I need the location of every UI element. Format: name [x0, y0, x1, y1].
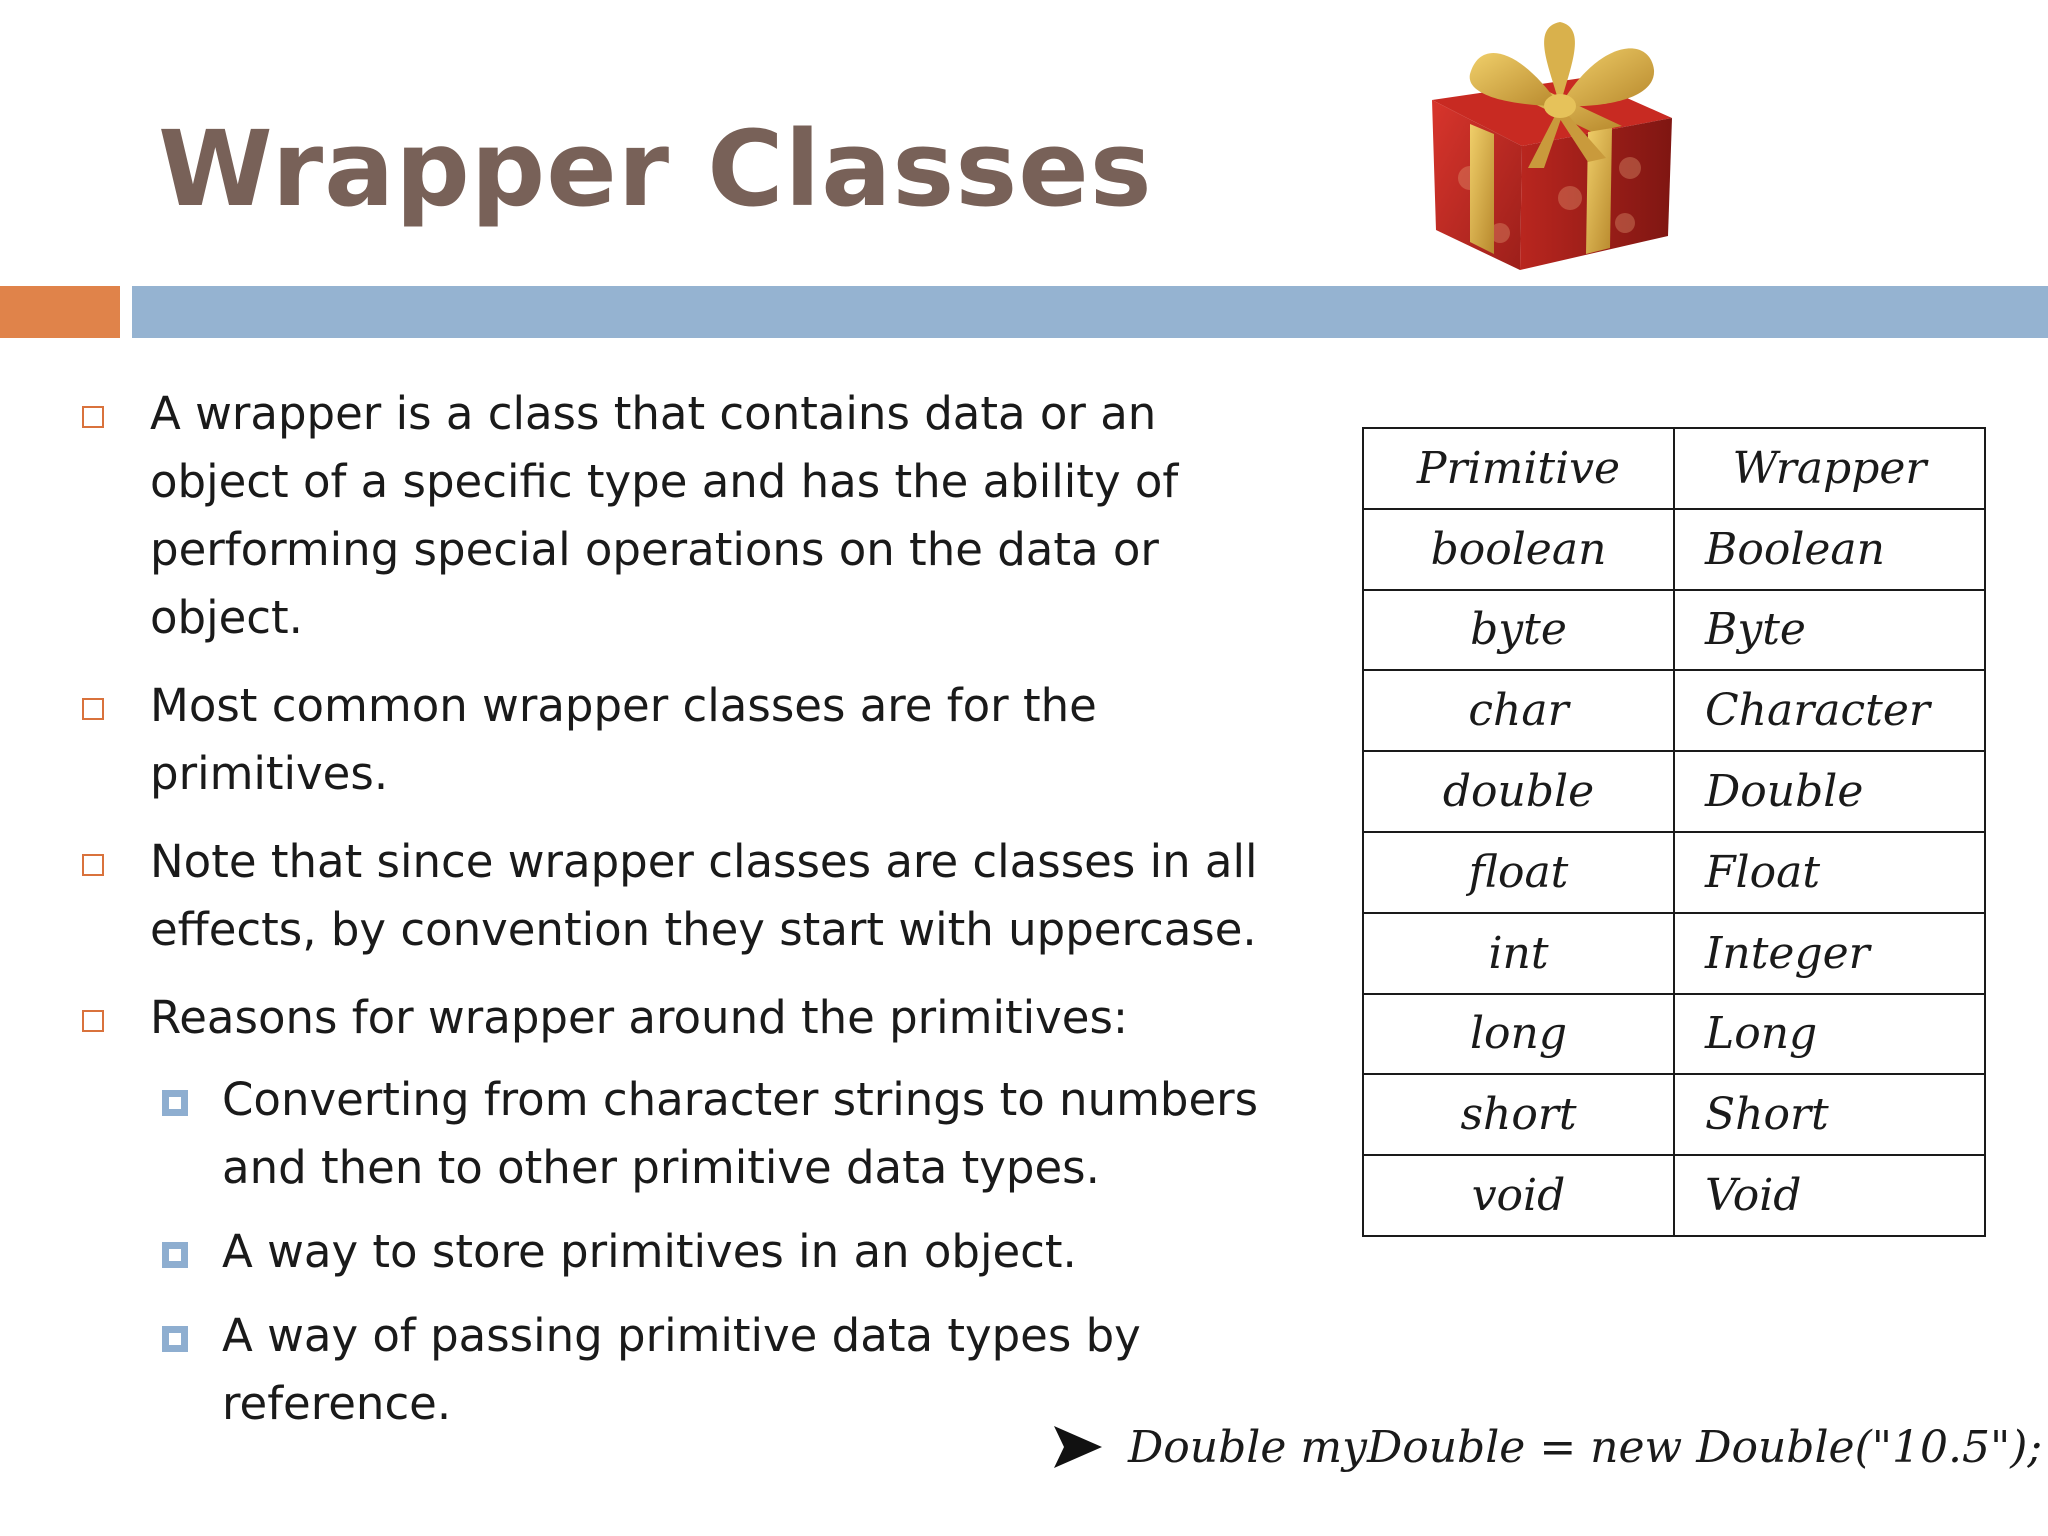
slide-title: Wrapper Classes	[158, 108, 1153, 230]
table-cell: double	[1363, 751, 1674, 832]
table-cell: Short	[1674, 1074, 1985, 1155]
arrow-pointer-icon	[1052, 1424, 1104, 1470]
sub-bullet-item	[72, 1218, 1272, 1286]
table-cell: char	[1363, 670, 1674, 751]
table-cell: Float	[1674, 832, 1985, 913]
filled-square-bullet-icon	[162, 1090, 188, 1116]
table-row	[1363, 1074, 1985, 1155]
bullet-text: Most common wrapper classes are for the primitives.	[150, 679, 1097, 800]
table-header-cell: Wrapper	[1674, 428, 1985, 509]
accent-bar-orange	[0, 286, 120, 338]
table-row	[1363, 509, 1985, 590]
filled-square-bullet-icon	[162, 1326, 188, 1352]
square-bullet-icon	[82, 698, 104, 720]
table-row	[1363, 994, 1985, 1075]
sub-bullet-text: Converting from character strings to numbers and then to other primitive data types.	[222, 1073, 1259, 1194]
sub-bullet-item	[72, 1066, 1272, 1202]
table-cell: Byte	[1674, 590, 1985, 671]
bullet-item	[72, 984, 1272, 1052]
sub-bullet-item	[72, 1302, 1272, 1438]
table-cell: void	[1363, 1155, 1674, 1236]
bullet-text: Note that since wrapper classes are classes in all effects, by convention they start with uppercase.	[150, 835, 1258, 956]
code-example: Double myDouble = new Double("10.5");	[1128, 1422, 2043, 1473]
bullet-text: A wrapper is a class that contains data or an object of a specific type and has the ability of performing special operations on the data or object.	[150, 387, 1179, 644]
table-cell: long	[1363, 994, 1674, 1075]
bullet-item	[72, 380, 1272, 652]
square-bullet-icon	[82, 1010, 104, 1032]
bullet-list	[72, 380, 1272, 1454]
table-cell: Long	[1674, 994, 1985, 1075]
sub-bullet-text: A way of passing primitive data types by reference.	[222, 1309, 1141, 1430]
filled-square-bullet-icon	[162, 1242, 188, 1268]
table-cell: short	[1363, 1074, 1674, 1155]
table-row	[1363, 590, 1985, 671]
table-cell: Void	[1674, 1155, 1985, 1236]
table-cell: boolean	[1363, 509, 1674, 590]
square-bullet-icon	[82, 854, 104, 876]
table-cell: byte	[1363, 590, 1674, 671]
table-row	[1363, 1155, 1985, 1236]
table-header-cell: Primitive	[1363, 428, 1674, 509]
table-row	[1363, 670, 1985, 751]
square-bullet-icon	[82, 406, 104, 428]
sub-bullet-text: A way to store primitives in an object.	[222, 1225, 1077, 1278]
wrapper-table	[1362, 427, 1986, 1237]
bullet-item	[72, 828, 1272, 964]
table-cell: Character	[1674, 670, 1985, 751]
table-row	[1363, 832, 1985, 913]
table-cell: int	[1363, 913, 1674, 994]
bullet-text: Reasons for wrapper around the primitives:	[150, 991, 1129, 1044]
gift-box-icon	[1410, 8, 1700, 278]
bullet-item	[72, 672, 1272, 808]
table-cell: Boolean	[1674, 509, 1985, 590]
table-cell: Integer	[1674, 913, 1985, 994]
table-cell: Double	[1674, 751, 1985, 832]
table-cell: float	[1363, 832, 1674, 913]
table-header-row	[1363, 428, 1985, 509]
accent-bar-blue	[132, 286, 2048, 338]
table-row	[1363, 913, 1985, 994]
table-row	[1363, 751, 1985, 832]
